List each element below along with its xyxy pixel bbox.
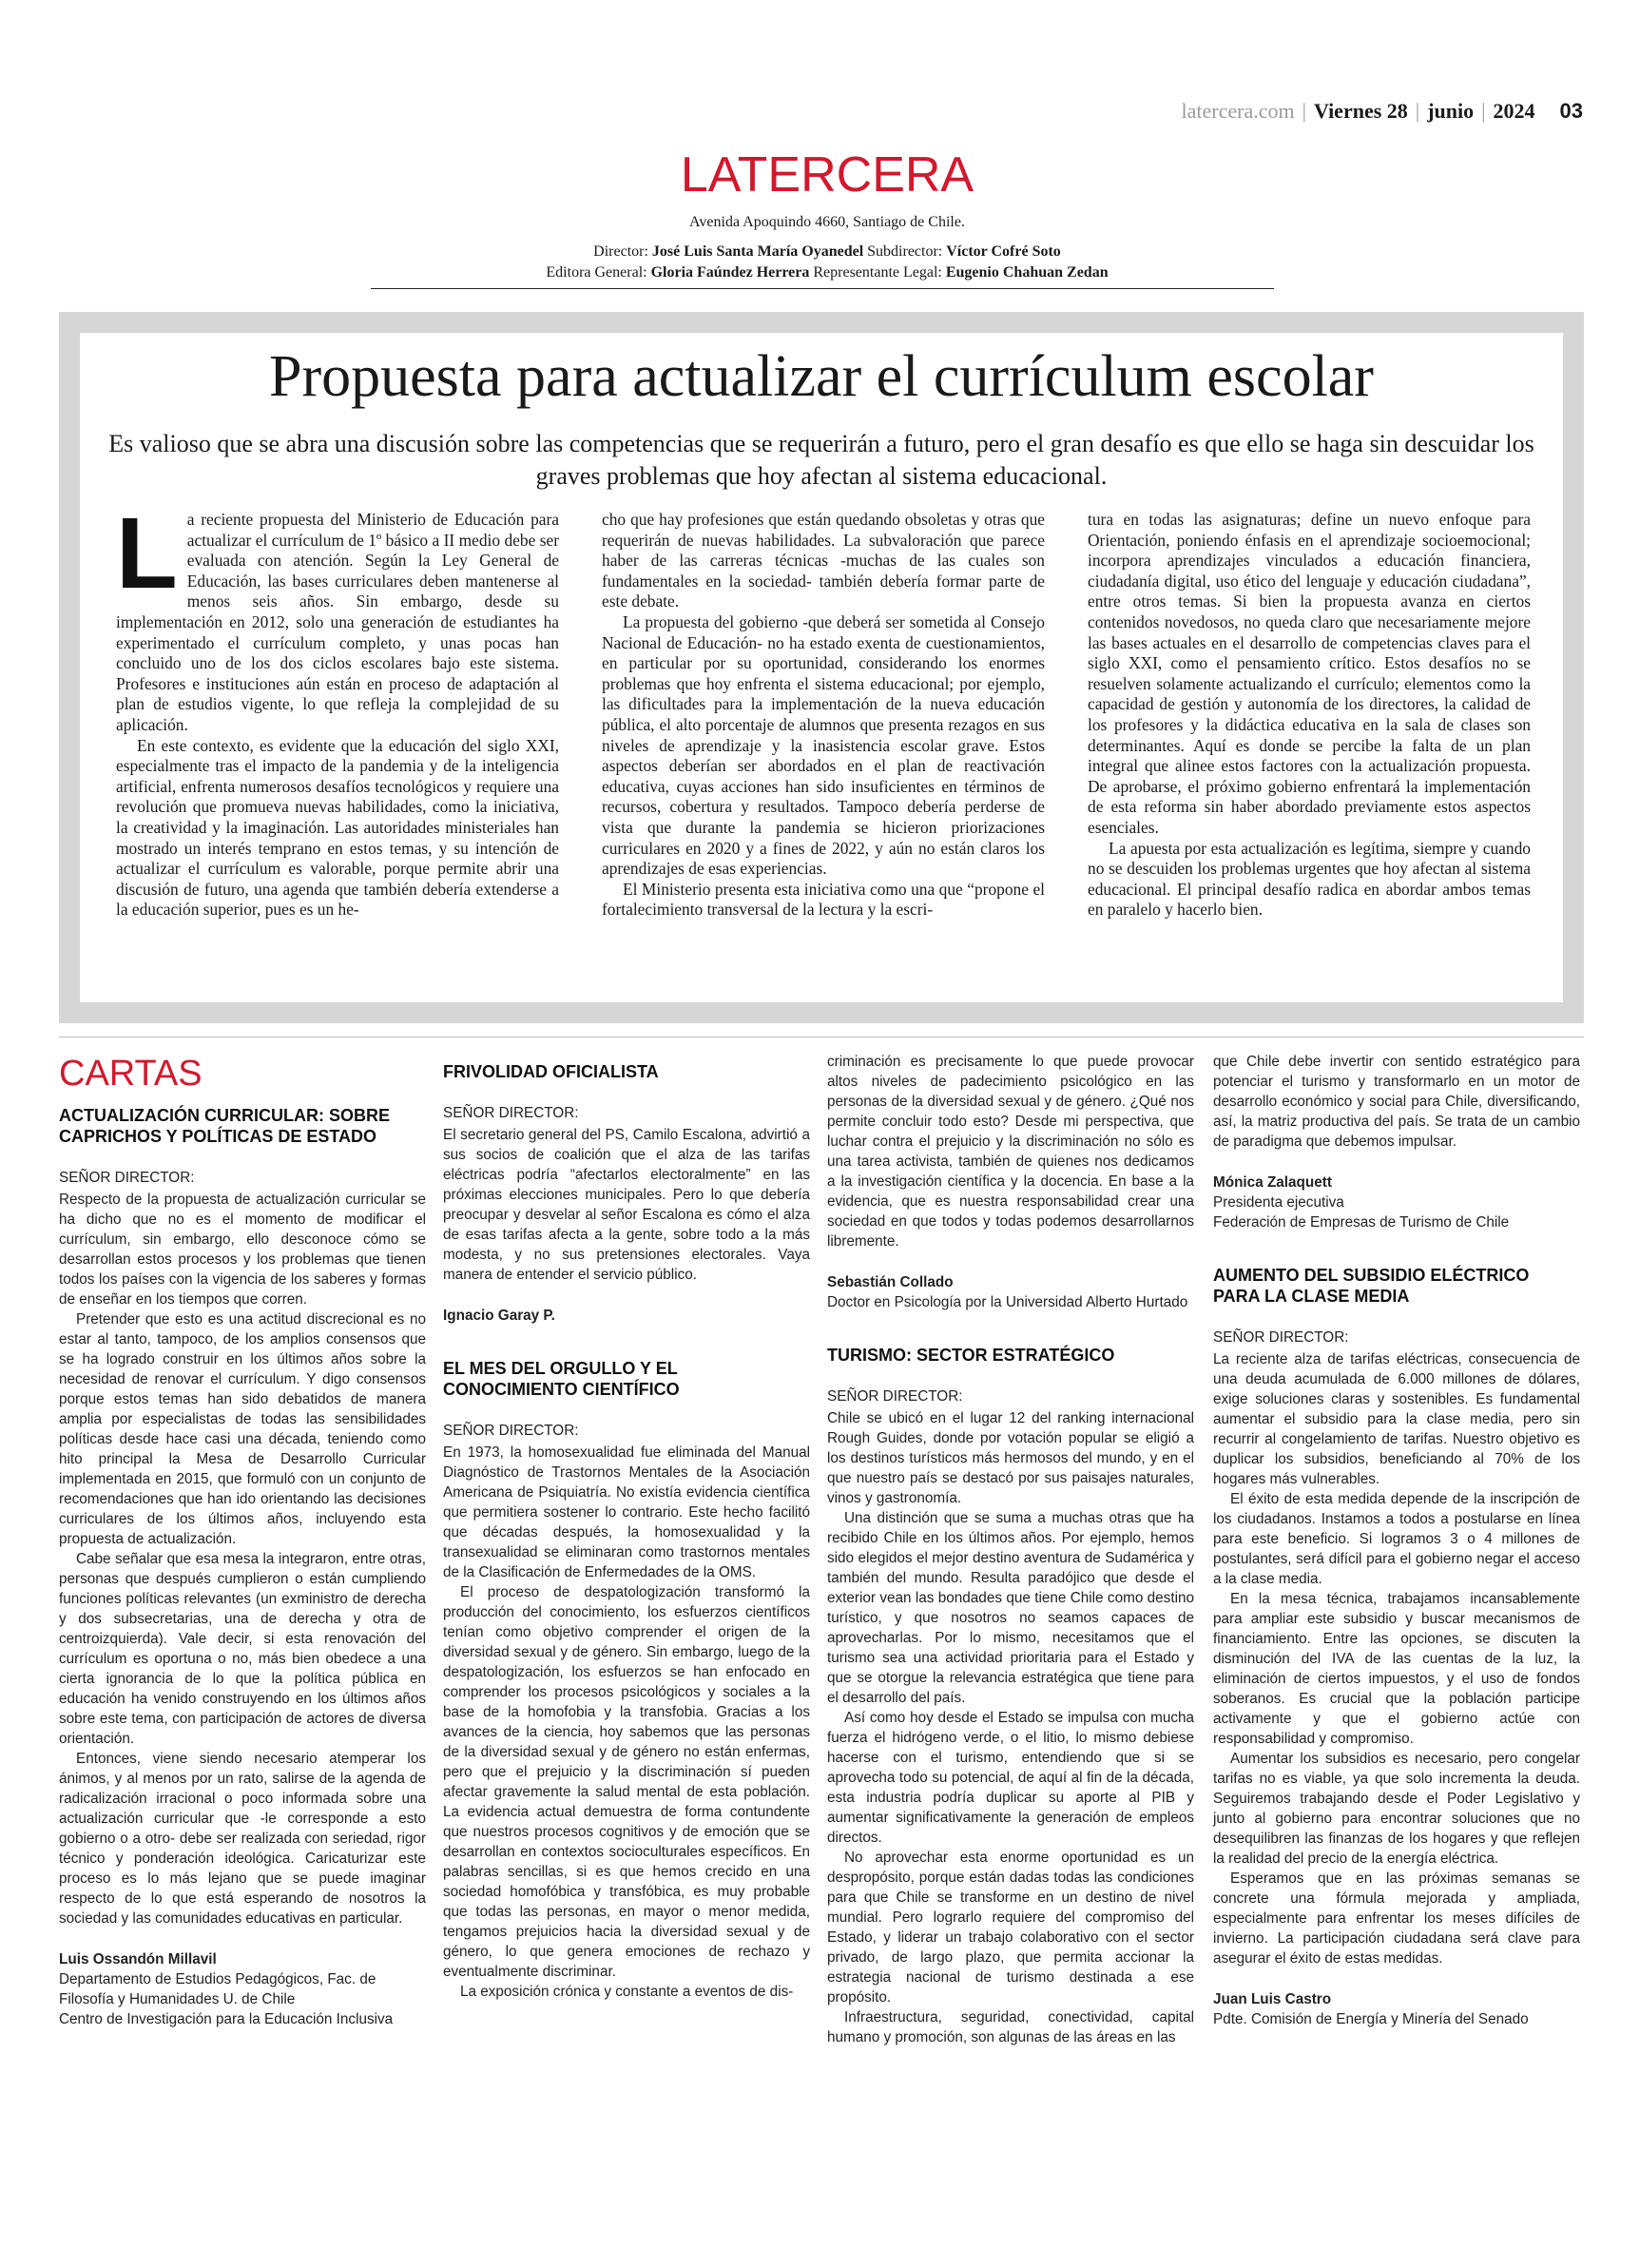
editorial-paragraph: cho que hay profesiones que están quedando obsoletas y otras que requerirán de nuevas habilidades. La subvaloración que parece haber de las carreras técnicas -muchas de las cuales son fundamentales en la sociedad- también debería formar parte de este debate.: [602, 510, 1045, 611]
letter-paragraph: Pretender que esto es una actitud discrecional es no estar al tanto, tampoco, de los amplios consensos que se ha logrado construir en los últimos años sobre la necesidad de renovar el currículum. Y digo consensos porque estos temas han sido debatidos de manera amplia por especialistas de todas las sensibilidades políticas desde hace casi una década, teniendo como hito principal la Mesa de Desarrollo Curricular implementada en 2015, que formuló con un conjunto de recomendaciones que han ido orientando las decisiones curriculares de los últimos años, incluyendo esta propuesta de actualización.: [59, 1311, 426, 1547]
editorial-paragraph: El Ministerio presenta esta iniciativa como una que “propone el fortalecimiento transversal de la lectura y la escri-: [602, 879, 1045, 920]
subdirector-label: Subdirector:: [867, 243, 943, 260]
letter-signature: Juan Luis Castro: [1213, 1991, 1332, 2007]
letter-paragraph: En la mesa técnica, trabajamos incansablemente para ampliar este subsidio y buscar mecanismos de financiamiento. Entre las opciones, se discuten la disminución del IVA de las cuentas de la luz, la eliminación de ciertos impuestos, y el uso de fondos soberanos. Es crucial que la población participe activamente y que el gobierno actúe con responsabilidad y compromiso.: [1213, 1591, 1580, 1747]
editorial-paragraph: tura en todas las asignaturas; define un nuevo enfoque para Orientación, poniendo énfasis en el aprendizaje socioemocional; incorpora aprendizajes vinculados a educación financiera, ciudadanía digital, uso ético del lenguaje y educación ciudadana”, entre otros temas. Si bien la propuesta avanza en ciertos contenidos novedosos, no queda claro que necesariamente mejore las bases actuales en el desarrollo de competencias claves para el siglo XXI, como el pensamiento crítico. Estos desafíos no se resuelven solamente actualizando el currículo; elementos como la capacidad de gestión y autonomía de los directores, la calidad de los profesores y la didáctica educativa en la sala de clases son determinantes. Aquí es donde se percibe la falta de un plan integral que alinee estos factores con la actualización propuesta. De aprobarse, el próximo gobierno enfrentará la implementación de esta reforma sin haber abordado previamente estos aspectos esenciales.: [1088, 510, 1531, 837]
editorial-body: [116, 497, 1531, 921]
letter-paragraph: criminación es precisamente lo que puede provocar altos niveles de padecimiento psicológico en las personas de la diversidad sexual y de género. ¿Qué nos permite concluir todo esto? Desde mi perspectiva, que luchar contra el prejuicio y la discriminación no sólo es una tarea activista, también de quienes nos dedicamos a la investigación científica y la docencia. En base a la evidencia, que es nuestra responsabilidad crear una sociedad en que todos y todas podemos desarrollarnos libremente.: [827, 1054, 1194, 1250]
letter-affiliation: Departamento de Estudios Pedagógicos, Fac. de Filosofía y Humanidades U. de Chile: [59, 1971, 376, 2007]
letter-affiliation: Doctor en Psicología por la Universidad Alberto Hurtado: [827, 1294, 1188, 1310]
letter-paragraph: Cabe señalar que esa mesa la integraron, entre otras, personas que después cumplieron o están cumpliendo funciones políticas relevantes (un exministro de derecha y dos subsecretarias, una de derecha y otra de centroizquierda). Vale decir, si esta renovación del currículum es oportuna o no, más bien obedece a una cierta ignorancia de lo que la política pública en educación ha venido construyendo en los últimos años sobre este tema, con participación de actores de diversa orientación.: [59, 1551, 426, 1747]
editora-label: Editora General:: [546, 264, 647, 281]
drop-cap: L: [116, 497, 178, 610]
masthead-address: Avenida Apoquindo 4660, Santiago de Chile.: [689, 214, 965, 230]
letter-signature: Luis Ossandón Millavil: [59, 1951, 217, 1968]
letter-paragraph: El proceso de despatologización transformó la producción del conocimiento, los esfuerzos científicos tenían como objetivo comprender el origen de la diversidad sexual y de género. Sin embargo, luego de la despatologización, los esfuerzos se han enfocado en comprender los procesos psicológicos y sociales a la base de la homofobia y la transfobia. Gracias a los avances de la ciencia, hoy sabemos que las personas de la diversidad sexual y de género no están enfermas, pero que el prejuicio y la discriminación sí pueden afectar gravemente la salud mental de esta población. La evidencia actual demuestra de forma contundente que nuestros procesos cognitivos y de emoción que se desarrollan en contextos socioculturales específicos. En palabras sencillas, si es que hemos crecido en una sociedad homofóbica y transfóbica, es muy probable que todas las personas, en mayor o menor medida, tengamos prejuicios hacia la diversidad sexual y de género, lo que genera emociones de rechazo y eventualmente discriminar.: [443, 1584, 810, 1980]
letter-signature: Sebastián Collado: [827, 1274, 954, 1290]
letter-paragraph: que Chile debe invertir con sentido estratégico para potenciar el turismo y transformarlo en un motor de desarrollo económico y social para Chile, diversificando, así, la matriz productiva del país. Se trata de un cambio de paradigma que debemos impulsar.: [1213, 1054, 1580, 1150]
site-url[interactable]: latercera.com: [1181, 99, 1295, 123]
letter-affiliation: Centro de Investigación para la Educación Inclusiva: [59, 2011, 394, 2027]
letter-paragraph: El éxito de esta medida depende de la inscripción de los ciudadanos. Instamos a todos a postularse en línea para este beneficio. Si logramos 3 o 4 millones de postulantes, será difícil para el gobierno negar el acceso a la clase media.: [1213, 1491, 1580, 1587]
letter-headline: ACTUALIZACIÓN CURRICULAR: SOBRE CAPRICHOS Y POLÍTICAS DE ESTADO: [59, 1106, 390, 1146]
letters-column-4: [1213, 1052, 1580, 2029]
letter-signature: Mónica Zalaquett: [1213, 1174, 1332, 1191]
letter-paragraph: Entonces, viene siendo necesario atemperar los ánimos, y al menos por un rato, salirse de la agenda de radicalización irracional o poco informada sobre una actualización curricular que -le corresponde a esto gobierno o a otro- debe ser realizada con seriedad, rigor técnico y ponderación ideológica. Caricaturizar este proceso es lo más lejano que se puede imaginar respecto de lo que está esperando de nosotros la sociedad y las comunidades educativas en particular.: [59, 1751, 426, 1927]
letter-headline: EL MES DEL ORGULLO Y EL CONOCIMIENTO CIENTÍFICO: [443, 1359, 680, 1399]
letter-paragraph: En 1973, la homosexualidad fue eliminada del Manual Diagnóstico de Trastornos Mentales de la Asociación Americana de Psiquiatría. No existía evidencia científica que permitiera sostener lo contrario. Este hecho facilitó que décadas después, la homosexualidad y la transexualidad se eliminaran como trastornos mentales de la Clasificación de Enfermedades de la OMS.: [443, 1444, 810, 1580]
letter-signature: Ignacio Garay P.: [443, 1308, 555, 1324]
letter-paragraph: No aprovechar esta enorme oportunidad es un despropósito, porque están dadas todas las condiciones para que Chile se transforme en un destino de nivel mundial. Pero lograrlo requiere del compromiso del Estado, y liderar un trabajo colaborativo con el sector privado, de largo plazo, que permita accionar la estrategia nacional de turismo destinada a ese propósito.: [827, 1850, 1194, 2006]
editorial-paragraph: La apuesta por esta actualización es legítima, siempre y cuando no se descuiden los problemas urgentes que hoy afectan al sistema educacional. El principal desafío radica en abordar ambos temas en paralelo y hacerlo bien.: [1088, 838, 1531, 920]
letter-salutation: SEÑOR DIRECTOR:: [443, 1423, 579, 1439]
editorial-box: [59, 312, 1584, 1023]
rep-label: Representante Legal:: [813, 264, 942, 281]
staff-line-2: [380, 262, 1274, 283]
masthead-staff: [380, 242, 1274, 283]
letter-paragraph: Esperamos que en las próximas semanas se concrete una fórmula mejorada y ampliada, especialmente para enfrentar los meses difíciles de invierno. La participación ciudadana será clave para asegurar el éxito de estas medidas.: [1213, 1871, 1580, 1967]
folio-divider: |: [1302, 99, 1306, 123]
letter-salutation: SEÑOR DIRECTOR:: [443, 1105, 579, 1121]
editorial-title: Propuesta para actualizar el currículum escolar: [269, 344, 1374, 409]
letters-column-3: [827, 1052, 1194, 2047]
letter-paragraph: Infraestructura, seguridad, conectividad, capital humano y promoción, son algunas de las áreas en las: [827, 2009, 1194, 2045]
subdirector-name: Víctor Cofré Soto: [946, 243, 1061, 260]
folio-divider: |: [1415, 99, 1420, 123]
newspaper-logo: LATERCERA: [680, 147, 974, 203]
letter-paragraph: Así como hoy desde el Estado se impulsa con mucha fuerza el hidrógeno verde, o el litio, lo mismo debiese hacerse con el turismo, entendiendo que si se aprovecha todo su potencial, de aquí al fin de la década, esta industria podría duplicar su aporte al PIB y aumentar significativamente la generación de empleos directos.: [827, 1710, 1194, 1846]
letter-affiliation: Pdte. Comisión de Energía y Minería del Senado: [1213, 2011, 1529, 2027]
letters-section: [59, 1052, 1584, 2240]
director-label: Director:: [593, 243, 648, 260]
editorial-column-3: [1088, 510, 1531, 921]
letter-affiliation: Presidenta ejecutiva: [1213, 1194, 1344, 1211]
letter-paragraph: Una distinción que se suma a muchas otras que ha recibido Chile en los últimos años. Por ejemplo, hemos sido elegidos el mejor destino aventura de Sudamérica y también del mundo. Resulta paradójico que desde el exterior vean las bondades que tiene Chile como destino turístico, y que nosotros no seamos capaces de aprovecharlas. Por lo mismo, necesitamos que el turismo sea una actividad prioritaria para el Estado y que se otorgue la relevancia estratégica que tiene para el desarrollo del país.: [827, 1510, 1194, 1706]
rep-name: Eugenio Chahuan Zedan: [945, 264, 1109, 281]
folio-day: Viernes 28: [1314, 99, 1408, 123]
editorial-paragraph: La reciente propuesta del Ministerio de Educación para actualizar el currículum de 1º básico a II medio debe ser evaluada con atención. Según la Ley General de Educación, las bases curriculares deben mantenerse al menos seis años. Sin embargo, desde su implementación en 2012, solo una generación de estudiantes ha experimentado el currículum completo, y unas pocas han concluido uno de los dos ciclos escolares bajo este sistema. Profesores e instituciones aún están en proceso de adaptación al plan de estudios vigente, lo que refleja la complejidad de su aplicación.: [116, 497, 559, 734]
editorial-deck: Es valioso que se abra una discusión sobre las competencias que se requerirán a futuro, pero el gran desafío es que ello se haga sin descuidar los graves problemas que hoy afectan al sistema educacional.: [108, 430, 1534, 490]
masthead-divider: [371, 288, 1274, 289]
folio-year: 2024: [1493, 99, 1535, 123]
staff-line-1: [380, 242, 1274, 262]
editorial-column-1: [116, 497, 559, 921]
page-number: 03: [1559, 99, 1583, 123]
director-name: José Luis Santa María Oyanedel: [651, 243, 864, 260]
folio-divider: |: [1481, 99, 1486, 123]
letter-salutation: SEÑOR DIRECTOR:: [59, 1170, 195, 1186]
letter-paragraph: La reciente alza de tarifas eléctricas, consecuencia de una deuda acumulada de 6.000 millones de dólares, exige soluciones claras y sostenibles. Es fundamental aumentar el subsidio para la clase media, pero sin recurrir al congelamiento de tarifas. Nuestro objetivo es duplicar los subsidios, beneficiando al 70% de los hogares más vulnerables.: [1213, 1351, 1580, 1487]
editorial-column-2: [602, 510, 1045, 921]
editorial-paragraph: En este contexto, es evidente que la educación del siglo XXI, especialmente tras el impacto de la pandemia y de la inteligencia artificial, enfrenta numerosos desafíos tecnológicos y requiere una revolución que promueva nuevas habilidades, como la iniciativa, la creatividad y la imaginación. Las autoridades ministeriales han mostrado un interés temprano en estos temas, y su intención de actualizar el currículum es valorable, porque permite abrir una discusión de futuro, una agenda que también debería extenderse a la educación superior, pues es un he-: [116, 735, 559, 920]
masthead: [380, 146, 1274, 283]
section-title: CARTAS: [59, 1054, 203, 1094]
letter-salutation: SEÑOR DIRECTOR:: [827, 1388, 963, 1405]
editorial-paragraph: La propuesta del gobierno -que deberá ser sometida al Consejo Nacional de Educación- no ha estado exenta de cuestionamientos, en particular por su oportunidad, considerando los enormes problemas que hoy enfrenta el sistema educacional; por ejemplo, las dificultades para la implementación de la nueva educación pública, el alto porcentaje de alumnos que presenta rezagos en sus niveles de aprendizaje y la inasistencia escolar grave. Estos aspectos deberían ser abordados en el plan de reactivación educativa, cuyas acciones han sido insuficientes en términos de recursos, cobertura y resultados. Tampoco debería perderse de vista que durante la pandemia se hicieron priorizaciones curriculares en 2020 y a fines de 2022, y aún no están claros los aprendizajes de esas experiencias.: [602, 611, 1045, 879]
letter-paragraph: El secretario general del PS, Camilo Escalona, advirtió a sus socios de coalición que el alza de las tarifas eléctricas podría “afectarlos electoralmente” en las próximas elecciones municipales. Pero lo que debería preocupar y desvelar al señor Escalona es cómo el alza de esas tarifas afecta a la gente, sobre todo a la más modesta, y no sus pretensiones electorales. Vaya manera de entender el servicio público.: [443, 1127, 810, 1283]
page-folio: [1182, 99, 1583, 124]
letters-column-1: [59, 1052, 426, 2029]
folio-month: junio: [1427, 99, 1475, 123]
letter-headline: AUMENTO DEL SUBSIDIO ELÉCTRICO PARA LA CLASE MEDIA: [1213, 1266, 1530, 1306]
editora-name: Gloria Faúndez Herrera: [650, 264, 810, 281]
letter-affiliation: Federación de Empresas de Turismo de Chile: [1213, 1214, 1510, 1231]
letter-headline: TURISMO: SECTOR ESTRATÉGICO: [827, 1346, 1115, 1365]
letters-column-2: [443, 1052, 810, 2002]
letter-headline: FRIVOLIDAD OFICIALISTA: [443, 1062, 659, 1081]
letter-salutation: SEÑOR DIRECTOR:: [1213, 1329, 1349, 1346]
letter-paragraph: Respecto de la propuesta de actualización curricular se ha dicho que no es el momento de modificar el currículum, sin embargo, ello desconoce cómo se desarrollan estos procesos y los problemas que tienen todos los países con la vigencia de los saberes y formas de enseñar en los tiempos que corren.: [59, 1192, 426, 1308]
letter-paragraph: Aumentar los subsidios es necesario, pero congelar tarifas no es viable, ya que solo incrementa la deuda. Seguiremos trabajando desde el Poder Legislativo y junto al gobierno para encontrar soluciones que no desequilibren las finanzas de los hogares y que reflejen la realidad del precio de la energía eléctrica.: [1213, 1751, 1580, 1867]
letter-paragraph: Chile se ubicó en el lugar 12 del ranking internacional Rough Guides, donde por votación popular se eligió a los destinos turísticos más hermosos del mundo, y en el que nuestro país se destacó por sus paisajes naturales, vinos y gastronomía.: [827, 1410, 1194, 1506]
letter-paragraph: La exposición crónica y constante a eventos de dis-: [460, 1984, 794, 2000]
